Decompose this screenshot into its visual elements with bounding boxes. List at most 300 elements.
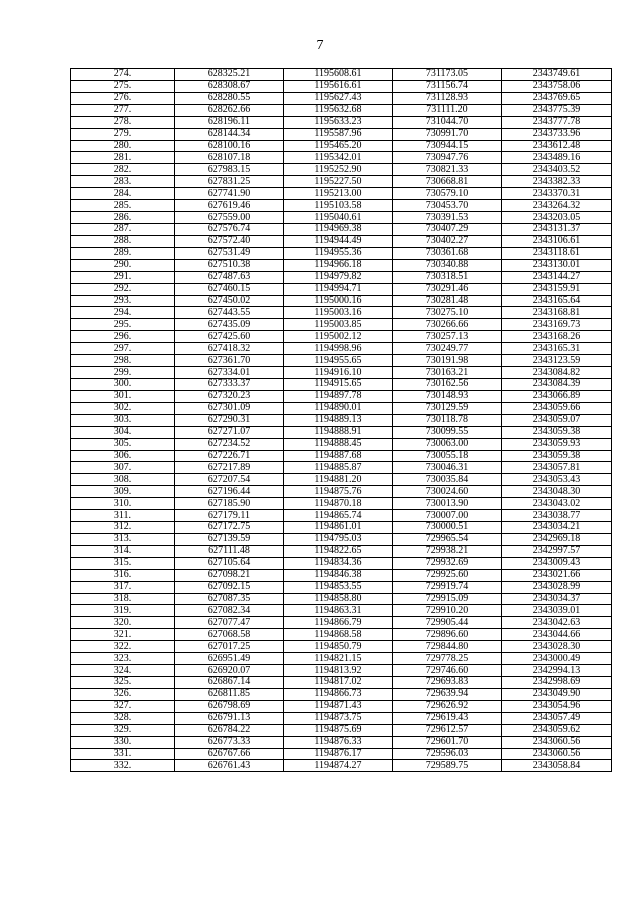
- y2-coordinate-cell: 2343000.49: [502, 653, 612, 665]
- y1-coordinate-cell: 1194817.02: [284, 677, 393, 689]
- x2-coordinate-cell: 729619.43: [393, 712, 502, 724]
- x2-coordinate-cell: 730000.51: [393, 522, 502, 534]
- table-row: [71, 140, 612, 152]
- x1-coordinate-cell: 626773.33: [175, 736, 284, 748]
- y1-coordinate-cell: 1194873.75: [284, 712, 393, 724]
- x1-coordinate-cell: 627435.09: [175, 319, 284, 331]
- table-row: [71, 80, 612, 92]
- table-row: [71, 355, 612, 367]
- y2-coordinate-cell: 2343053.43: [502, 474, 612, 486]
- point-number-cell: 317.: [71, 581, 175, 593]
- x1-coordinate-cell: 627098.21: [175, 569, 284, 581]
- x2-coordinate-cell: 730163.21: [393, 367, 502, 379]
- point-number-cell: 288.: [71, 235, 175, 247]
- y2-coordinate-cell: 2343758.06: [502, 80, 612, 92]
- y1-coordinate-cell: 1194822.65: [284, 545, 393, 557]
- table-row: [71, 545, 612, 557]
- x2-coordinate-cell: 729596.03: [393, 748, 502, 760]
- x2-coordinate-cell: 730046.31: [393, 462, 502, 474]
- table-row: [71, 724, 612, 736]
- x2-coordinate-cell: 729905.44: [393, 617, 502, 629]
- table-row: [71, 200, 612, 212]
- x2-coordinate-cell: 729896.60: [393, 629, 502, 641]
- x2-coordinate-cell: 730407.29: [393, 223, 502, 235]
- y1-coordinate-cell: 1194875.76: [284, 486, 393, 498]
- y1-coordinate-cell: 1195633.23: [284, 116, 393, 128]
- x2-coordinate-cell: 729915.09: [393, 593, 502, 605]
- table-row: [71, 557, 612, 569]
- x2-coordinate-cell: 730281.48: [393, 295, 502, 307]
- table-row: [71, 223, 612, 235]
- point-number-cell: 296.: [71, 331, 175, 343]
- y1-coordinate-cell: 1194861.01: [284, 522, 393, 534]
- x1-coordinate-cell: 627082.34: [175, 605, 284, 617]
- y2-coordinate-cell: 2343168.26: [502, 331, 612, 343]
- y1-coordinate-cell: 1194876.17: [284, 748, 393, 760]
- x1-coordinate-cell: 627334.01: [175, 367, 284, 379]
- x2-coordinate-cell: 729844.80: [393, 641, 502, 653]
- table-row: [71, 593, 612, 605]
- point-number-cell: 308.: [71, 474, 175, 486]
- table-row: [71, 367, 612, 379]
- x1-coordinate-cell: 627207.54: [175, 474, 284, 486]
- y1-coordinate-cell: 1195616.61: [284, 80, 393, 92]
- x2-coordinate-cell: 730191.98: [393, 355, 502, 367]
- table-row: [71, 235, 612, 247]
- x1-coordinate-cell: 627531.49: [175, 247, 284, 259]
- x1-coordinate-cell: 627450.02: [175, 295, 284, 307]
- y2-coordinate-cell: 2343057.49: [502, 712, 612, 724]
- x1-coordinate-cell: 627105.64: [175, 557, 284, 569]
- x2-coordinate-cell: 730275.10: [393, 307, 502, 319]
- x1-coordinate-cell: 626767.66: [175, 748, 284, 760]
- y1-coordinate-cell: 1194955.65: [284, 355, 393, 367]
- point-number-cell: 292.: [71, 283, 175, 295]
- y2-coordinate-cell: 2343106.61: [502, 235, 612, 247]
- point-number-cell: 325.: [71, 677, 175, 689]
- y1-coordinate-cell: 1194858.80: [284, 593, 393, 605]
- y1-coordinate-cell: 1195003.85: [284, 319, 393, 331]
- x1-coordinate-cell: 627226.71: [175, 450, 284, 462]
- x1-coordinate-cell: 628196.11: [175, 116, 284, 128]
- x2-coordinate-cell: 730318.51: [393, 271, 502, 283]
- y1-coordinate-cell: 1194868.58: [284, 629, 393, 641]
- x2-coordinate-cell: 730361.68: [393, 247, 502, 259]
- y1-coordinate-cell: 1195342.01: [284, 152, 393, 164]
- y2-coordinate-cell: 2343131.37: [502, 223, 612, 235]
- y1-coordinate-cell: 1194944.49: [284, 235, 393, 247]
- x2-coordinate-cell: 730579.10: [393, 188, 502, 200]
- y2-coordinate-cell: 2343489.16: [502, 152, 612, 164]
- x1-coordinate-cell: 627443.55: [175, 307, 284, 319]
- point-number-cell: 302.: [71, 402, 175, 414]
- point-number-cell: 310.: [71, 498, 175, 510]
- table-row: [71, 426, 612, 438]
- table-row: [71, 283, 612, 295]
- table-row: [71, 510, 612, 522]
- y2-coordinate-cell: 2343370.31: [502, 188, 612, 200]
- table-row: [71, 295, 612, 307]
- x1-coordinate-cell: 627017.25: [175, 641, 284, 653]
- y2-coordinate-cell: 2343084.82: [502, 367, 612, 379]
- point-number-cell: 295.: [71, 319, 175, 331]
- y1-coordinate-cell: 1195103.58: [284, 200, 393, 212]
- table-row: [71, 522, 612, 534]
- x1-coordinate-cell: 627510.38: [175, 259, 284, 271]
- x1-coordinate-cell: 628107.18: [175, 152, 284, 164]
- table-row: [71, 450, 612, 462]
- x2-coordinate-cell: 731173.05: [393, 69, 502, 81]
- y2-coordinate-cell: 2343059.93: [502, 438, 612, 450]
- coordinates-table: [70, 68, 612, 772]
- x2-coordinate-cell: 730055.18: [393, 450, 502, 462]
- y1-coordinate-cell: 1195465.20: [284, 140, 393, 152]
- table-row: [71, 307, 612, 319]
- y2-coordinate-cell: 2343059.62: [502, 724, 612, 736]
- y2-coordinate-cell: 2342997.57: [502, 545, 612, 557]
- table-row: [71, 748, 612, 760]
- x1-coordinate-cell: 627983.15: [175, 164, 284, 176]
- y2-coordinate-cell: 2342994.13: [502, 665, 612, 677]
- x2-coordinate-cell: 729639.94: [393, 688, 502, 700]
- x2-coordinate-cell: 730118.78: [393, 414, 502, 426]
- x1-coordinate-cell: 627068.58: [175, 629, 284, 641]
- y2-coordinate-cell: 2343034.21: [502, 522, 612, 534]
- x1-coordinate-cell: 626867.14: [175, 677, 284, 689]
- x1-coordinate-cell: 627139.59: [175, 533, 284, 545]
- x1-coordinate-cell: 627196.44: [175, 486, 284, 498]
- point-number-cell: 279.: [71, 128, 175, 140]
- x1-coordinate-cell: 627831.25: [175, 176, 284, 188]
- x1-coordinate-cell: 627217.89: [175, 462, 284, 474]
- y1-coordinate-cell: 1194871.43: [284, 700, 393, 712]
- x1-coordinate-cell: 627572.40: [175, 235, 284, 247]
- y2-coordinate-cell: 2343059.38: [502, 450, 612, 462]
- table-row: [71, 438, 612, 450]
- table-row: [71, 700, 612, 712]
- point-number-cell: 326.: [71, 688, 175, 700]
- x1-coordinate-cell: 626761.43: [175, 760, 284, 772]
- y2-coordinate-cell: 2343612.48: [502, 140, 612, 152]
- x2-coordinate-cell: 730991.70: [393, 128, 502, 140]
- y1-coordinate-cell: 1195627.43: [284, 92, 393, 104]
- point-number-cell: 289.: [71, 247, 175, 259]
- y2-coordinate-cell: 2343038.77: [502, 510, 612, 522]
- y1-coordinate-cell: 1195587.96: [284, 128, 393, 140]
- x1-coordinate-cell: 628308.67: [175, 80, 284, 92]
- table-row: [71, 688, 612, 700]
- y1-coordinate-cell: 1194866.73: [284, 688, 393, 700]
- point-number-cell: 312.: [71, 522, 175, 534]
- x1-coordinate-cell: 627418.32: [175, 343, 284, 355]
- x2-coordinate-cell: 730099.55: [393, 426, 502, 438]
- point-number-cell: 320.: [71, 617, 175, 629]
- y1-coordinate-cell: 1194890.01: [284, 402, 393, 414]
- y2-coordinate-cell: 2343168.81: [502, 307, 612, 319]
- x2-coordinate-cell: 731111.20: [393, 104, 502, 116]
- y1-coordinate-cell: 1194998.96: [284, 343, 393, 355]
- y1-coordinate-cell: 1194889.13: [284, 414, 393, 426]
- table-row: [71, 116, 612, 128]
- point-number-cell: 318.: [71, 593, 175, 605]
- x2-coordinate-cell: 731156.74: [393, 80, 502, 92]
- x1-coordinate-cell: 627425.60: [175, 331, 284, 343]
- x1-coordinate-cell: 627741.90: [175, 188, 284, 200]
- x2-coordinate-cell: 730148.93: [393, 390, 502, 402]
- y2-coordinate-cell: 2343034.37: [502, 593, 612, 605]
- x1-coordinate-cell: 627234.52: [175, 438, 284, 450]
- y1-coordinate-cell: 1194915.65: [284, 378, 393, 390]
- point-number-cell: 283.: [71, 176, 175, 188]
- y1-coordinate-cell: 1194870.18: [284, 498, 393, 510]
- point-number-cell: 300.: [71, 378, 175, 390]
- x2-coordinate-cell: 729746.60: [393, 665, 502, 677]
- y1-coordinate-cell: 1194863.31: [284, 605, 393, 617]
- y2-coordinate-cell: 2343118.61: [502, 247, 612, 259]
- y2-coordinate-cell: 2342998.69: [502, 677, 612, 689]
- table-row: [71, 343, 612, 355]
- point-number-cell: 306.: [71, 450, 175, 462]
- y2-coordinate-cell: 2343049.90: [502, 688, 612, 700]
- table-row: [71, 736, 612, 748]
- table-row: [71, 474, 612, 486]
- table-row: [71, 378, 612, 390]
- y1-coordinate-cell: 1194821.15: [284, 653, 393, 665]
- point-number-cell: 278.: [71, 116, 175, 128]
- x2-coordinate-cell: 729910.20: [393, 605, 502, 617]
- x1-coordinate-cell: 627361.70: [175, 355, 284, 367]
- y1-coordinate-cell: 1194966.18: [284, 259, 393, 271]
- x2-coordinate-cell: 731128.93: [393, 92, 502, 104]
- x2-coordinate-cell: 729932.69: [393, 557, 502, 569]
- table-row: [71, 259, 612, 271]
- y2-coordinate-cell: 2343769.65: [502, 92, 612, 104]
- x1-coordinate-cell: 627077.47: [175, 617, 284, 629]
- point-number-cell: 307.: [71, 462, 175, 474]
- x2-coordinate-cell: 730035.84: [393, 474, 502, 486]
- y1-coordinate-cell: 1195632.68: [284, 104, 393, 116]
- point-number-cell: 309.: [71, 486, 175, 498]
- x1-coordinate-cell: 627487.63: [175, 271, 284, 283]
- point-number-cell: 324.: [71, 665, 175, 677]
- x1-coordinate-cell: 628280.55: [175, 92, 284, 104]
- point-number-cell: 332.: [71, 760, 175, 772]
- y1-coordinate-cell: 1195002.12: [284, 331, 393, 343]
- x1-coordinate-cell: 626784.22: [175, 724, 284, 736]
- y2-coordinate-cell: 2343777.78: [502, 116, 612, 128]
- y1-coordinate-cell: 1195227.50: [284, 176, 393, 188]
- x1-coordinate-cell: 627111.48: [175, 545, 284, 557]
- point-number-cell: 322.: [71, 641, 175, 653]
- point-number-cell: 287.: [71, 223, 175, 235]
- x2-coordinate-cell: 730402.27: [393, 235, 502, 247]
- x1-coordinate-cell: 627087.35: [175, 593, 284, 605]
- x1-coordinate-cell: 627320.23: [175, 390, 284, 402]
- y2-coordinate-cell: 2343028.30: [502, 641, 612, 653]
- point-number-cell: 282.: [71, 164, 175, 176]
- x2-coordinate-cell: 730063.00: [393, 438, 502, 450]
- table-row: [71, 176, 612, 188]
- x2-coordinate-cell: 730249.77: [393, 343, 502, 355]
- x1-coordinate-cell: 627179.11: [175, 510, 284, 522]
- y1-coordinate-cell: 1194865.74: [284, 510, 393, 522]
- x1-coordinate-cell: 627172.75: [175, 522, 284, 534]
- y2-coordinate-cell: 2343059.66: [502, 402, 612, 414]
- point-number-cell: 294.: [71, 307, 175, 319]
- point-number-cell: 284.: [71, 188, 175, 200]
- y2-coordinate-cell: 2343775.39: [502, 104, 612, 116]
- point-number-cell: 319.: [71, 605, 175, 617]
- x2-coordinate-cell: 730007.00: [393, 510, 502, 522]
- y1-coordinate-cell: 1194795.03: [284, 533, 393, 545]
- x2-coordinate-cell: 730821.33: [393, 164, 502, 176]
- y1-coordinate-cell: 1194876.33: [284, 736, 393, 748]
- y1-coordinate-cell: 1194994.71: [284, 283, 393, 295]
- y1-coordinate-cell: 1194888.91: [284, 426, 393, 438]
- y2-coordinate-cell: 2343733.96: [502, 128, 612, 140]
- point-number-cell: 329.: [71, 724, 175, 736]
- x2-coordinate-cell: 730291.46: [393, 283, 502, 295]
- table-row: [71, 712, 612, 724]
- point-number-cell: 275.: [71, 80, 175, 92]
- table-row: [71, 247, 612, 259]
- point-number-cell: 314.: [71, 545, 175, 557]
- y2-coordinate-cell: 2343042.63: [502, 617, 612, 629]
- y2-coordinate-cell: 2343203.05: [502, 212, 612, 224]
- x2-coordinate-cell: 730453.70: [393, 200, 502, 212]
- y2-coordinate-cell: 2343043.02: [502, 498, 612, 510]
- y1-coordinate-cell: 1194853.55: [284, 581, 393, 593]
- point-number-cell: 274.: [71, 69, 175, 81]
- y1-coordinate-cell: 1194979.82: [284, 271, 393, 283]
- table-row: [71, 605, 612, 617]
- table-row: [71, 104, 612, 116]
- point-number-cell: 331.: [71, 748, 175, 760]
- table-row: [71, 581, 612, 593]
- y2-coordinate-cell: 2343054.96: [502, 700, 612, 712]
- x1-coordinate-cell: 628262.66: [175, 104, 284, 116]
- point-number-cell: 286.: [71, 212, 175, 224]
- x1-coordinate-cell: 628325.21: [175, 69, 284, 81]
- point-number-cell: 298.: [71, 355, 175, 367]
- x2-coordinate-cell: 729778.25: [393, 653, 502, 665]
- y2-coordinate-cell: 2343028.99: [502, 581, 612, 593]
- table-row: [71, 569, 612, 581]
- table-row: [71, 69, 612, 81]
- table-row: [71, 665, 612, 677]
- table-row: [71, 414, 612, 426]
- y1-coordinate-cell: 1194887.68: [284, 450, 393, 462]
- y1-coordinate-cell: 1194969.38: [284, 223, 393, 235]
- y1-coordinate-cell: 1194846.38: [284, 569, 393, 581]
- y2-coordinate-cell: 2343048.30: [502, 486, 612, 498]
- table-row: [71, 319, 612, 331]
- point-number-cell: 285.: [71, 200, 175, 212]
- y1-coordinate-cell: 1195003.16: [284, 307, 393, 319]
- table-row: [71, 152, 612, 164]
- y2-coordinate-cell: 2343264.32: [502, 200, 612, 212]
- table-row: [71, 212, 612, 224]
- x1-coordinate-cell: 627333.37: [175, 378, 284, 390]
- x2-coordinate-cell: 729938.21: [393, 545, 502, 557]
- x2-coordinate-cell: 730129.59: [393, 402, 502, 414]
- point-number-cell: 305.: [71, 438, 175, 450]
- table-row: [71, 188, 612, 200]
- x1-coordinate-cell: 628144.34: [175, 128, 284, 140]
- point-number-cell: 280.: [71, 140, 175, 152]
- x2-coordinate-cell: 729601.70: [393, 736, 502, 748]
- x1-coordinate-cell: 627092.15: [175, 581, 284, 593]
- table-row: [71, 677, 612, 689]
- point-number-cell: 281.: [71, 152, 175, 164]
- point-number-cell: 293.: [71, 295, 175, 307]
- point-number-cell: 311.: [71, 510, 175, 522]
- y2-coordinate-cell: 2343057.81: [502, 462, 612, 474]
- x1-coordinate-cell: 627301.09: [175, 402, 284, 414]
- x1-coordinate-cell: 626798.69: [175, 700, 284, 712]
- point-number-cell: 316.: [71, 569, 175, 581]
- y2-coordinate-cell: 2343165.31: [502, 343, 612, 355]
- y1-coordinate-cell: 1195608.61: [284, 69, 393, 81]
- point-number-cell: 297.: [71, 343, 175, 355]
- y2-coordinate-cell: 2343749.61: [502, 69, 612, 81]
- x2-coordinate-cell: 729693.83: [393, 677, 502, 689]
- point-number-cell: 301.: [71, 390, 175, 402]
- x2-coordinate-cell: 730668.81: [393, 176, 502, 188]
- point-number-cell: 299.: [71, 367, 175, 379]
- y1-coordinate-cell: 1195252.90: [284, 164, 393, 176]
- table-row: [71, 486, 612, 498]
- x1-coordinate-cell: 627460.15: [175, 283, 284, 295]
- point-number-cell: 330.: [71, 736, 175, 748]
- point-number-cell: 303.: [71, 414, 175, 426]
- x1-coordinate-cell: 627576.74: [175, 223, 284, 235]
- x1-coordinate-cell: 627559.00: [175, 212, 284, 224]
- table-row: [71, 533, 612, 545]
- x2-coordinate-cell: 730340.88: [393, 259, 502, 271]
- point-number-cell: 277.: [71, 104, 175, 116]
- table-row: [71, 92, 612, 104]
- point-number-cell: 313.: [71, 533, 175, 545]
- x1-coordinate-cell: 627271.07: [175, 426, 284, 438]
- table-row: [71, 128, 612, 140]
- y2-coordinate-cell: 2343060.56: [502, 748, 612, 760]
- x2-coordinate-cell: 730257.13: [393, 331, 502, 343]
- table-row: [71, 462, 612, 474]
- table-row: [71, 331, 612, 343]
- y1-coordinate-cell: 1194834.36: [284, 557, 393, 569]
- page-number: 7: [316, 38, 324, 53]
- x2-coordinate-cell: 729626.92: [393, 700, 502, 712]
- x2-coordinate-cell: 730024.60: [393, 486, 502, 498]
- point-number-cell: 290.: [71, 259, 175, 271]
- x2-coordinate-cell: 731044.70: [393, 116, 502, 128]
- table-row: [71, 760, 612, 772]
- y2-coordinate-cell: 2343159.91: [502, 283, 612, 295]
- x1-coordinate-cell: 626920.07: [175, 665, 284, 677]
- x1-coordinate-cell: 627619.46: [175, 200, 284, 212]
- point-number-cell: 304.: [71, 426, 175, 438]
- y2-coordinate-cell: 2343058.84: [502, 760, 612, 772]
- y2-coordinate-cell: 2343066.89: [502, 390, 612, 402]
- y2-coordinate-cell: 2342969.18: [502, 533, 612, 545]
- y2-coordinate-cell: 2343165.64: [502, 295, 612, 307]
- x2-coordinate-cell: 729919.74: [393, 581, 502, 593]
- table-row: [71, 498, 612, 510]
- y2-coordinate-cell: 2343123.59: [502, 355, 612, 367]
- table-row: [71, 402, 612, 414]
- x2-coordinate-cell: 729612.57: [393, 724, 502, 736]
